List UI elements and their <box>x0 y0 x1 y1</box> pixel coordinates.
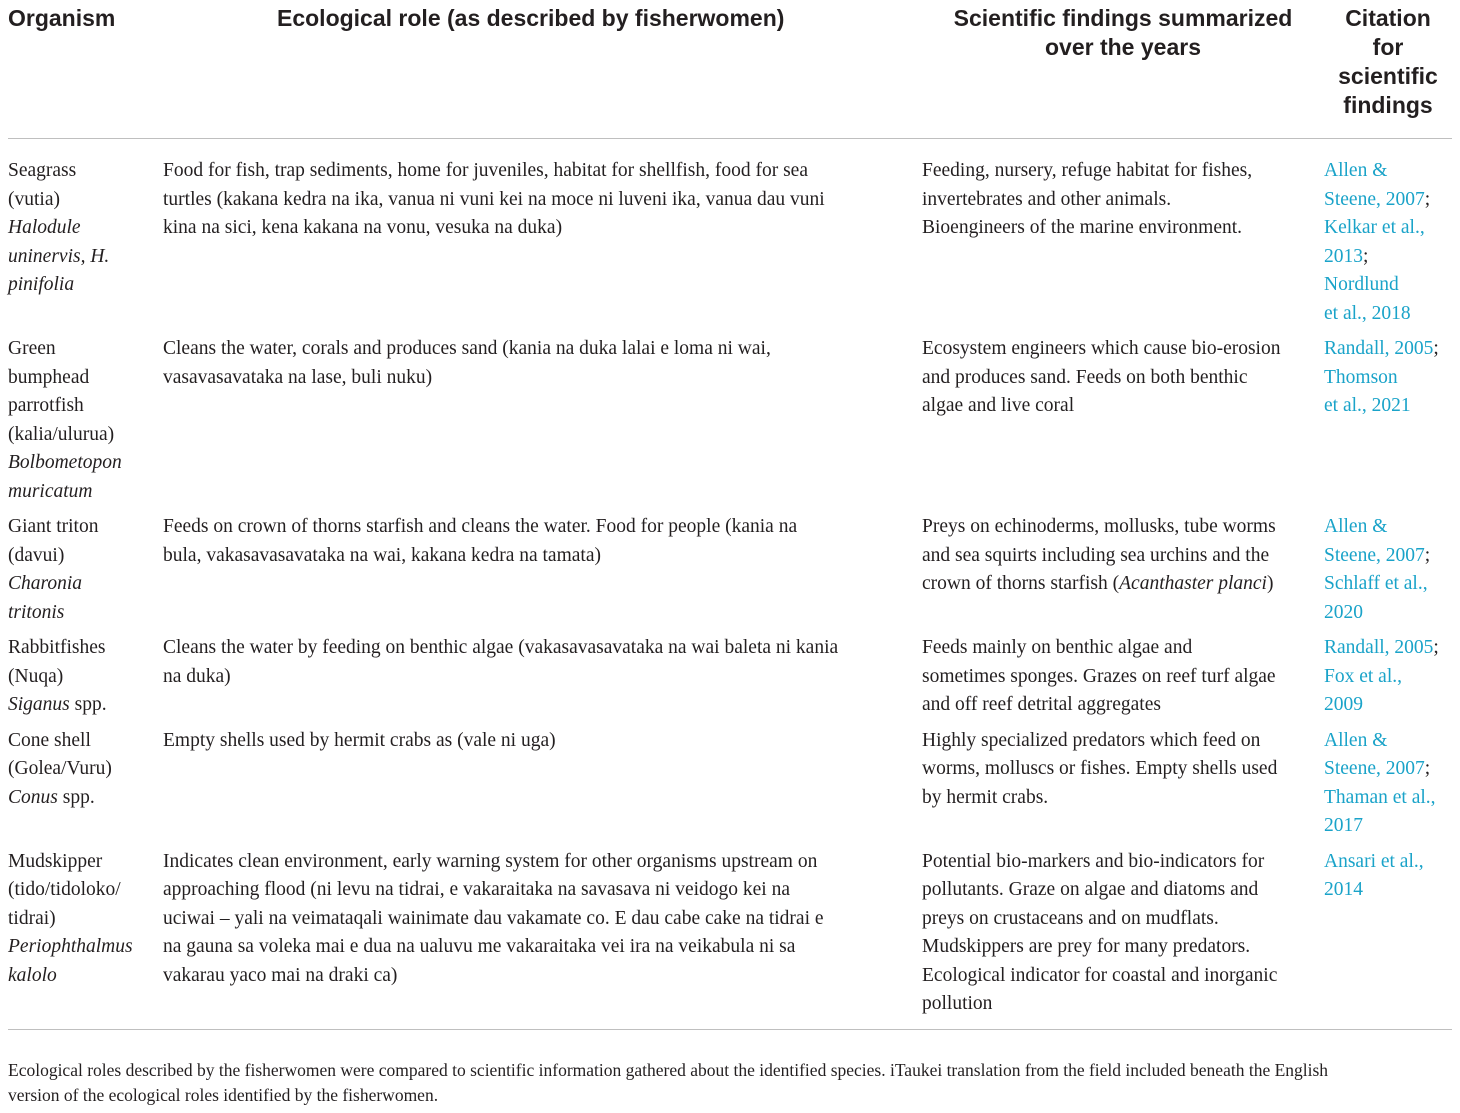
organism-cell <box>8 513 163 634</box>
citation-link[interactable]: Randall, 2005 <box>1324 338 1434 359</box>
citation-link[interactable]: Randall, 2005 <box>1324 637 1434 658</box>
species-suffix: spp. <box>57 786 95 808</box>
species-line <box>8 784 157 813</box>
table-row-rabbitfishes <box>8 634 1452 727</box>
organism-cell <box>8 727 163 848</box>
sci-text-line: Feeding, nursery, refuge habitat for fishes, <box>922 160 1253 181</box>
role-text-line: na gauna sa voleka mai e dua na ualuvu me vakaraitaka vei ira na veikabula ni sa <box>163 936 796 957</box>
citation-link[interactable]: Thomson <box>1324 366 1398 388</box>
species-suffix: spp. <box>69 694 107 715</box>
role-text-line: approaching flood (ni levu na tidrai, e vakaraitaka na savasava ni veidogo kei na <box>163 879 791 900</box>
citation-link[interactable]: 2017 <box>1324 815 1363 836</box>
header-citation <box>1324 0 1452 139</box>
citation-link[interactable]: Kelkar et al., <box>1324 217 1425 238</box>
sci-text-line: and produces sand. Feeds on both benthic <box>922 366 1248 388</box>
citation-link[interactable]: Ansari et al., <box>1324 850 1424 872</box>
citation-separator: ; <box>1433 637 1439 658</box>
organism-cell <box>8 848 163 1030</box>
ecological-role-cell <box>163 139 922 336</box>
header-cite-line: Citation <box>1345 5 1431 31</box>
species-name: tritonis <box>8 601 65 623</box>
citation-cell <box>1324 634 1452 727</box>
organism-name: Seagrass <box>8 160 77 181</box>
citation-separator: ; <box>1433 338 1439 359</box>
organism-local-name: (Nuqa) <box>8 665 64 687</box>
citation-cell <box>1324 513 1452 634</box>
role-text-line: Cleans the water by feeding on benthic algae (vakasavasavataka na wai baleta ni kania <box>163 637 839 658</box>
citation-link[interactable]: Steene, 2007 <box>1324 544 1425 566</box>
sci-text-line: algae and live coral <box>922 395 1075 416</box>
sci-text-line: and sea squirts including sea urchins and the <box>922 544 1270 566</box>
scientific-findings-cell <box>922 139 1324 336</box>
citation-link[interactable]: 2020 <box>1324 601 1363 623</box>
role-text-line: uciwai – yali na veimataqali wainimate dau vakamate co. E dau cabe cake na tidrai e <box>163 907 824 929</box>
species-name: muricatum <box>8 480 93 502</box>
citation-separator: ; <box>1363 245 1369 267</box>
organism-name: Green <box>8 338 56 359</box>
sci-text-line: Potential bio-markers and bio-indicators for <box>922 850 1265 872</box>
organism-cell <box>8 335 163 513</box>
header-organism: Organism <box>8 0 163 139</box>
organism-name: bumphead <box>8 366 90 388</box>
header-ecological-role: Ecological role (as described by fisherwomen) <box>163 0 922 139</box>
role-text-line: Indicates clean environment, early warning system for other organisms upstream on <box>163 850 818 872</box>
species-name: Halodule <box>8 217 81 238</box>
organism-name: Rabbitfishes <box>8 637 106 658</box>
citation-link[interactable]: Schlaff et al., <box>1324 573 1428 594</box>
sci-text-line: sometimes sponges. Grazes on reef turf algae <box>922 665 1276 687</box>
role-text-line: vasavasavataka na lase, buli nuku) <box>163 366 433 388</box>
table-header-row <box>8 0 1452 139</box>
citation-separator: ; <box>1424 188 1431 210</box>
citation-link[interactable]: Thaman et al., <box>1324 786 1436 808</box>
organism-cell <box>8 634 163 727</box>
role-text-line: kina na sici, kena kakana na vonu, vesuka na duka) <box>163 217 563 238</box>
species-name: Bolbometopon <box>8 452 122 473</box>
organism-name: Mudskipper <box>8 850 103 872</box>
citation-link[interactable]: Allen & <box>1324 516 1388 537</box>
scientific-findings-cell <box>922 335 1324 513</box>
citation-link[interactable]: 2009 <box>1324 694 1363 715</box>
organism-name: Cone shell <box>8 729 91 751</box>
species-name: pinifolia <box>8 274 75 295</box>
header-scientific-findings <box>922 0 1324 139</box>
citation-cell <box>1324 727 1452 848</box>
footnote-line: Ecological roles described by the fisherwomen were compared to scientific information gathered about the identified species. iTaukei translation from the field included beneath the English <box>8 1060 1329 1080</box>
citation-link[interactable]: Fox et al., <box>1324 665 1402 687</box>
organism-local-name: (davui) <box>8 544 65 566</box>
sci-text-line: invertebrates and other animals. <box>922 188 1172 210</box>
citation-cell <box>1324 139 1452 336</box>
species-line <box>8 691 157 720</box>
scientific-findings-cell <box>922 513 1324 634</box>
role-text-line: Cleans the water, corals and produces sand (kania na duka lalai e loma ni wai, <box>163 338 771 359</box>
scientific-findings-cell <box>922 848 1324 1030</box>
table-footnote <box>8 1058 1452 1108</box>
sci-text-line: Feeds mainly on benthic algae and <box>922 637 1193 658</box>
citation-link[interactable]: et al., 2018 <box>1324 302 1411 324</box>
species-name: Siganus <box>8 694 70 715</box>
table-row-parrotfish <box>8 335 1452 513</box>
citation-separator: ; <box>1424 544 1431 566</box>
organism-local-name: (vutia) <box>8 188 60 210</box>
sci-text-line: Highly specialized predators which feed on <box>922 729 1261 751</box>
table-row-seagrass <box>8 139 1452 336</box>
ecological-role-cell <box>163 848 922 1030</box>
role-text-line: Empty shells used by hermit crabs as (vale ni uga) <box>163 729 556 751</box>
sci-text-line: Ecosystem engineers which cause bio-erosion <box>922 338 1281 359</box>
organism-cell <box>8 139 163 336</box>
sci-text-line: Mudskippers are prey for many predators. <box>922 936 1251 957</box>
sci-text-line: Ecological indicator for coastal and inorganic <box>922 964 1278 986</box>
sci-text-line: by hermit crabs. <box>922 786 1049 808</box>
species-name: kalolo <box>8 964 57 986</box>
role-text-line: na duka) <box>163 665 231 687</box>
ecological-role-cell <box>163 727 922 848</box>
organism-local-name: tidrai) <box>8 907 56 929</box>
header-sci-line: Scientific findings summarized <box>953 5 1293 31</box>
sci-text-fragment: crown of thorns starfish ( <box>922 573 1120 594</box>
organism-name: Giant triton <box>8 516 99 537</box>
citation-link[interactable]: Steene, 2007 <box>1324 758 1425 779</box>
ecological-role-cell <box>163 634 922 727</box>
citation-link[interactable]: 2013 <box>1324 245 1363 267</box>
citation-link[interactable]: et al., 2021 <box>1324 395 1411 416</box>
scientific-findings-cell <box>922 634 1324 727</box>
species-name: Periophthalmus <box>8 936 133 957</box>
sci-text-line: worms, molluscs or fishes. Empty shells used <box>922 758 1278 779</box>
organism-name: parrotfish <box>8 395 84 416</box>
sci-text-line: Bioengineers of the marine environment. <box>922 217 1243 238</box>
citation-separator: ; <box>1424 758 1431 779</box>
citation-cell <box>1324 848 1452 1030</box>
header-cite-line: for <box>1372 34 1404 60</box>
sci-text-line: preys on crustaceans and on mudflats. <box>922 907 1219 929</box>
table-row-cone-shell <box>8 727 1452 848</box>
organism-local-name: (Golea/Vuru) <box>8 758 112 779</box>
role-text-line: Feeds on crown of thorns starfish and cleans the water. Food for people (kania na <box>163 516 798 537</box>
citation-link[interactable]: Nordlund <box>1324 274 1399 295</box>
ecological-roles-table <box>8 0 1452 1030</box>
species-name: Acanthaster planci <box>1119 573 1267 594</box>
sci-text-line: pollutants. Graze on algae and diatoms and <box>922 879 1259 900</box>
role-text-line: bula, vakasavasavataka na wai, kakana kedra na tamata) <box>163 544 601 566</box>
species-name: uninervis, H. <box>8 245 110 267</box>
table-row-giant-triton <box>8 513 1452 634</box>
sci-text-line: Preys on echinoderms, mollusks, tube worms <box>922 516 1276 537</box>
citation-cell <box>1324 335 1452 513</box>
role-text-line: turtles (kakana kedra na ika, vanua ni vuni kei na moce ni luveni ika, vanua dau vuni <box>163 188 825 210</box>
sci-text-fragment: ) <box>1266 573 1274 594</box>
footnote-line: version of the ecological roles identified by the fisherwomen. <box>8 1085 439 1105</box>
citation-link[interactable]: 2014 <box>1324 879 1363 900</box>
header-cite-line: scientific <box>1338 63 1438 89</box>
header-cite-line: findings <box>1343 92 1433 118</box>
ecological-role-cell <box>163 335 922 513</box>
ecological-roles-table-container <box>8 0 1452 1030</box>
citation-link[interactable]: Steene, 2007 <box>1324 188 1425 210</box>
citation-link[interactable]: Allen & <box>1324 729 1388 751</box>
organism-local-name: (kalia/ulurua) <box>8 423 115 445</box>
organism-local-name: (tido/tidoloko/ <box>8 879 121 900</box>
sci-text-line: pollution <box>922 993 993 1014</box>
header-sci-line: over the years <box>1045 34 1201 60</box>
sci-text-line <box>922 570 1318 599</box>
scientific-findings-cell <box>922 727 1324 848</box>
role-text-line: vakarau yaco mai na draki ca) <box>163 964 398 986</box>
table-row-mudskipper <box>8 848 1452 1030</box>
species-name: Conus <box>8 786 58 808</box>
species-name: Charonia <box>8 573 83 594</box>
role-text-line: Food for fish, trap sediments, home for juveniles, habitat for shellfish, food for sea <box>163 160 808 181</box>
citation-link[interactable]: Allen & <box>1324 160 1388 181</box>
sci-text-line: and off reef detrital aggregates <box>922 694 1161 715</box>
ecological-role-cell <box>163 513 922 634</box>
